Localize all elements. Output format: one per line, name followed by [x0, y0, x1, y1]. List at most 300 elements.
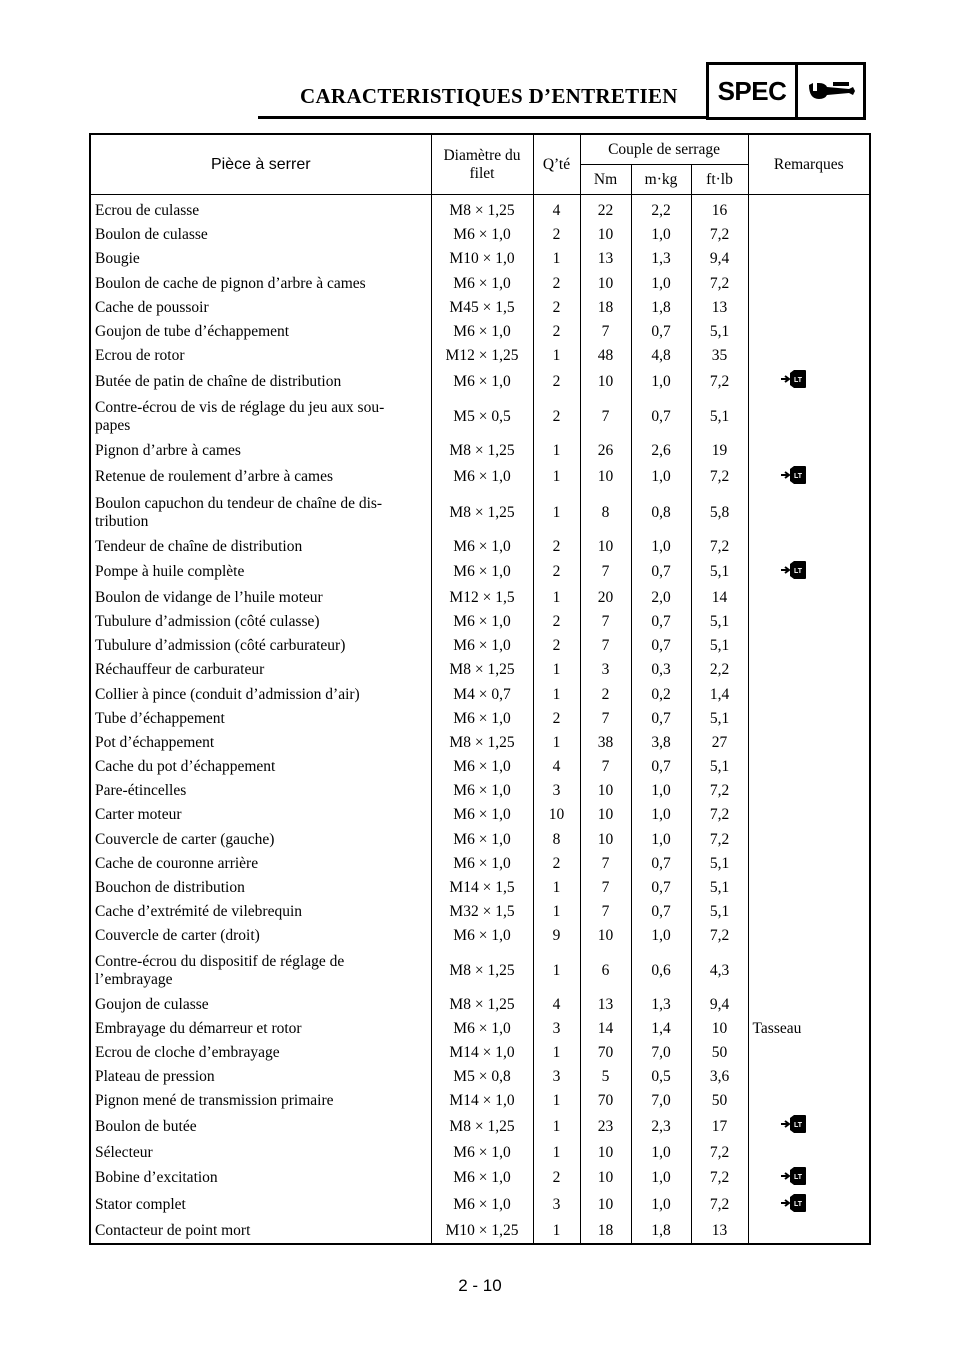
cell-rem [748, 900, 870, 924]
cell-ftlb: 5,1 [691, 634, 748, 658]
cell-piece: Cache de poussoir [90, 296, 431, 320]
cell-ftlb: 7,2 [691, 223, 748, 247]
cell-mkg: 0,2 [631, 682, 691, 706]
cell-piece: Collier à pince (conduit d’admission d’air) [90, 682, 431, 706]
cell-filet: M6 × 1,0 [431, 610, 533, 634]
table-row [90, 852, 870, 876]
cell-piece: Pignon d’arbre à cames [90, 439, 431, 463]
cell-mkg: 1,8 [631, 1219, 691, 1244]
cell-filet: M6 × 1,0 [431, 559, 533, 586]
cell-filet: M6 × 1,0 [431, 272, 533, 296]
cell-mkg: 2,0 [631, 586, 691, 610]
cell-qte: 3 [533, 1192, 580, 1219]
cell-qte: 2 [533, 535, 580, 559]
table-row [90, 223, 870, 247]
cell-piece: Réchauffeur de carburateur [90, 658, 431, 682]
cell-nm: 8 [580, 491, 631, 535]
cell-mkg: 0,7 [631, 634, 691, 658]
cell-filet: M10 × 1,25 [431, 1219, 533, 1244]
col-header-mkg: m·kg [631, 165, 691, 195]
table-row [90, 491, 870, 535]
cell-qte: 1 [533, 658, 580, 682]
table-row [90, 707, 870, 731]
cell-nm: 14 [580, 1017, 631, 1041]
cell-nm: 13 [580, 247, 631, 271]
cell-mkg: 1,0 [631, 1192, 691, 1219]
table-row [90, 682, 870, 706]
table-row [90, 395, 870, 439]
cell-qte: 4 [533, 993, 580, 1017]
cell-filet: M6 × 1,0 [431, 803, 533, 827]
col-header-ftlb: ft·lb [691, 165, 748, 195]
cell-mkg: 0,7 [631, 610, 691, 634]
cell-filet: M5 × 0,8 [431, 1065, 533, 1089]
cell-nm: 26 [580, 439, 631, 463]
cell-mkg: 1,0 [631, 828, 691, 852]
cell-mkg: 1,0 [631, 803, 691, 827]
cell-rem [748, 439, 870, 463]
cell-qte: 4 [533, 195, 580, 224]
col-header-qte: Q’té [533, 134, 580, 195]
cell-nm: 7 [580, 320, 631, 344]
cell-rem [748, 344, 870, 368]
cell-piece: Sélecteur [90, 1140, 431, 1164]
cell-nm: 10 [580, 1192, 631, 1219]
cell-rem [748, 223, 870, 247]
table-row [90, 439, 870, 463]
table-row [90, 344, 870, 368]
table-row [90, 658, 870, 682]
cell-mkg: 1,3 [631, 993, 691, 1017]
table-row [90, 1165, 870, 1192]
cell-rem [748, 1219, 870, 1244]
col-header-piece: Pièce à serrer [90, 134, 431, 195]
cell-filet: M6 × 1,0 [431, 852, 533, 876]
cell-nm: 70 [580, 1041, 631, 1065]
cell-ftlb: 7,2 [691, 779, 748, 803]
table-row [90, 368, 870, 395]
cell-mkg: 2,2 [631, 195, 691, 224]
cell-qte: 1 [533, 344, 580, 368]
cell-ftlb: 9,4 [691, 993, 748, 1017]
cell-filet: M8 × 1,25 [431, 949, 533, 993]
table-row [90, 755, 870, 779]
svg-text:LT: LT [793, 377, 802, 385]
cell-nm: 5 [580, 1065, 631, 1089]
col-header-couple: Couple de serrage [580, 134, 748, 165]
cell-qte: 2 [533, 1165, 580, 1192]
cell-ftlb: 35 [691, 344, 748, 368]
cell-rem [748, 924, 870, 948]
wrench-icon [798, 65, 863, 117]
col-header-diametre: Diamètre du filet [431, 134, 533, 195]
cell-rem [748, 658, 870, 682]
cell-nm: 7 [580, 559, 631, 586]
cell-rem [748, 1165, 870, 1192]
cell-nm: 3 [580, 658, 631, 682]
cell-filet: M12 × 1,25 [431, 344, 533, 368]
cell-rem [748, 195, 870, 224]
cell-qte: 1 [533, 876, 580, 900]
cell-nm: 10 [580, 1165, 631, 1192]
cell-ftlb: 9,4 [691, 247, 748, 271]
cell-filet: M12 × 1,5 [431, 586, 533, 610]
cell-mkg: 0,7 [631, 395, 691, 439]
cell-mkg: 0,7 [631, 755, 691, 779]
cell-ftlb: 5,1 [691, 707, 748, 731]
cell-nm: 10 [580, 924, 631, 948]
cell-piece: Boulon capuchon du tendeur de chaîne de dis- tribution [90, 491, 431, 535]
cell-qte: 1 [533, 586, 580, 610]
cell-piece: Pare-étincelles [90, 779, 431, 803]
cell-mkg: 3,8 [631, 731, 691, 755]
cell-qte: 1 [533, 731, 580, 755]
cell-ftlb: 13 [691, 296, 748, 320]
cell-ftlb: 7,2 [691, 464, 748, 491]
cell-rem [748, 247, 870, 271]
cell-rem [748, 395, 870, 439]
cell-nm: 48 [580, 344, 631, 368]
svg-text:LT: LT [793, 567, 802, 575]
cell-qte: 1 [533, 491, 580, 535]
cell-piece: Embrayage du démarreur et rotor [90, 1017, 431, 1041]
cell-mkg: 0,7 [631, 852, 691, 876]
cell-nm: 7 [580, 610, 631, 634]
table-row [90, 1113, 870, 1140]
cell-ftlb: 4,3 [691, 949, 748, 993]
col-header-remarques: Remarques [748, 134, 870, 195]
cell-qte: 8 [533, 828, 580, 852]
cell-qte: 2 [533, 559, 580, 586]
cell-qte: 2 [533, 368, 580, 395]
cell-filet: M8 × 1,25 [431, 658, 533, 682]
cell-ftlb: 50 [691, 1041, 748, 1065]
cell-nm: 23 [580, 1113, 631, 1140]
table-row [90, 803, 870, 827]
cell-rem [748, 1089, 870, 1113]
cell-filet: M6 × 1,0 [431, 223, 533, 247]
cell-qte: 2 [533, 634, 580, 658]
cell-mkg: 7,0 [631, 1089, 691, 1113]
cell-filet: M45 × 1,5 [431, 296, 533, 320]
cell-piece: Cache de couronne arrière [90, 852, 431, 876]
cell-piece: Tube d’échappement [90, 707, 431, 731]
cell-nm: 10 [580, 828, 631, 852]
cell-filet: M32 × 1,5 [431, 900, 533, 924]
locktite-icon [781, 464, 807, 491]
table-row [90, 1017, 870, 1041]
table-row [90, 924, 870, 948]
page-title: CARACTERISTIQUES D’ENTRETIEN [300, 84, 678, 108]
cell-ftlb: 1,4 [691, 682, 748, 706]
cell-rem [748, 368, 870, 395]
cell-nm: 7 [580, 876, 631, 900]
cell-mkg: 1,0 [631, 223, 691, 247]
cell-nm: 10 [580, 272, 631, 296]
cell-ftlb: 7,2 [691, 1165, 748, 1192]
table-row [90, 586, 870, 610]
cell-rem [748, 993, 870, 1017]
table-row [90, 610, 870, 634]
cell-qte: 2 [533, 223, 580, 247]
cell-ftlb: 3,6 [691, 1065, 748, 1089]
table-row [90, 320, 870, 344]
cell-piece: Bouchon de distribution [90, 876, 431, 900]
cell-rem [748, 634, 870, 658]
cell-filet: M6 × 1,0 [431, 464, 533, 491]
table-row [90, 1065, 870, 1089]
cell-qte: 2 [533, 320, 580, 344]
cell-mkg: 1,0 [631, 464, 691, 491]
table-row [90, 1041, 870, 1065]
locktite-icon [781, 1192, 807, 1219]
table-row [90, 876, 870, 900]
cell-nm: 18 [580, 296, 631, 320]
cell-nm: 7 [580, 707, 631, 731]
cell-ftlb: 7,2 [691, 535, 748, 559]
cell-rem [748, 1041, 870, 1065]
table-body [90, 195, 870, 1244]
cell-rem [748, 1113, 870, 1140]
table-row [90, 993, 870, 1017]
cell-mkg: 0,7 [631, 900, 691, 924]
cell-nm: 10 [580, 368, 631, 395]
cell-rem [748, 1065, 870, 1089]
cell-piece: Goujon de culasse [90, 993, 431, 1017]
cell-nm: 7 [580, 634, 631, 658]
cell-qte: 3 [533, 779, 580, 803]
cell-piece: Bobine d’excitation [90, 1165, 431, 1192]
table-row [90, 247, 870, 271]
cell-rem [748, 296, 870, 320]
cell-mkg: 1,0 [631, 924, 691, 948]
cell-rem [748, 586, 870, 610]
cell-piece: Contre-écrou du dispositif de réglage de l’embrayage [90, 949, 431, 993]
cell-mkg: 0,5 [631, 1065, 691, 1089]
cell-rem: Tasseau [752, 1019, 802, 1037]
cell-filet: M8 × 1,25 [431, 993, 533, 1017]
cell-nm: 13 [580, 993, 631, 1017]
cell-qte: 1 [533, 1113, 580, 1140]
cell-qte: 3 [533, 1065, 580, 1089]
svg-text:LT: LT [793, 1173, 802, 1181]
cell-rem [748, 852, 870, 876]
cell-mkg: 1,3 [631, 247, 691, 271]
cell-qte: 1 [533, 1041, 580, 1065]
cell-qte: 1 [533, 439, 580, 463]
cell-rem [748, 803, 870, 827]
cell-ftlb: 16 [691, 195, 748, 224]
cell-ftlb: 7,2 [691, 828, 748, 852]
cell-piece: Retenue de roulement d’arbre à cames [90, 464, 431, 491]
cell-nm: 18 [580, 1219, 631, 1244]
cell-filet: M6 × 1,0 [431, 779, 533, 803]
cell-rem [748, 779, 870, 803]
cell-qte: 1 [533, 1089, 580, 1113]
cell-filet: M6 × 1,0 [431, 320, 533, 344]
cell-filet: M6 × 1,0 [431, 1140, 533, 1164]
cell-mkg: 1,0 [631, 272, 691, 296]
cell-filet: M6 × 1,0 [431, 924, 533, 948]
cell-rem [748, 876, 870, 900]
cell-piece: Ecrou de cloche d’embrayage [90, 1041, 431, 1065]
cell-filet: M8 × 1,25 [431, 491, 533, 535]
cell-filet: M8 × 1,25 [431, 731, 533, 755]
table-row [90, 535, 870, 559]
table-row [90, 1219, 870, 1244]
locktite-icon [781, 559, 807, 586]
cell-ftlb: 14 [691, 586, 748, 610]
cell-nm: 7 [580, 755, 631, 779]
cell-rem [748, 707, 870, 731]
cell-nm: 10 [580, 1140, 631, 1164]
cell-ftlb: 5,1 [691, 852, 748, 876]
cell-nm: 2 [580, 682, 631, 706]
cell-piece: Contre-écrou de vis de réglage du jeu aux sou- papes [90, 395, 431, 439]
cell-filet: M14 × 1,5 [431, 876, 533, 900]
cell-filet: M6 × 1,0 [431, 368, 533, 395]
cell-piece: Contacteur de point mort [90, 1219, 431, 1244]
cell-qte: 2 [533, 707, 580, 731]
cell-mkg: 1,0 [631, 1140, 691, 1164]
cell-qte: 1 [533, 682, 580, 706]
cell-filet: M5 × 0,5 [431, 395, 533, 439]
cell-rem [748, 535, 870, 559]
cell-filet: M8 × 1,25 [431, 1113, 533, 1140]
cell-piece: Boulon de vidange de l’huile moteur [90, 586, 431, 610]
cell-piece: Tubulure d’admission (côté culasse) [90, 610, 431, 634]
cell-mkg: 7,0 [631, 1041, 691, 1065]
cell-piece: Boulon de butée [90, 1113, 431, 1140]
cell-mkg: 1,8 [631, 296, 691, 320]
cell-filet: M6 × 1,0 [431, 1192, 533, 1219]
cell-qte: 2 [533, 272, 580, 296]
cell-filet: M6 × 1,0 [431, 1165, 533, 1192]
svg-text:LT: LT [793, 472, 802, 480]
cell-ftlb: 5,1 [691, 900, 748, 924]
page-number: 2 - 10 [458, 1276, 502, 1295]
cell-filet: M6 × 1,0 [431, 634, 533, 658]
cell-rem [748, 610, 870, 634]
cell-piece: Boulon de culasse [90, 223, 431, 247]
cell-mkg: 1,4 [631, 1017, 691, 1041]
cell-filet: M14 × 1,0 [431, 1041, 533, 1065]
cell-qte: 4 [533, 755, 580, 779]
cell-rem [748, 1140, 870, 1164]
cell-filet: M6 × 1,0 [431, 1017, 533, 1041]
cell-filet: M4 × 0,7 [431, 682, 533, 706]
cell-nm: 70 [580, 1089, 631, 1113]
locktite-icon [781, 368, 807, 395]
cell-piece: Pignon mené de transmission primaire [90, 1089, 431, 1113]
cell-ftlb: 5,1 [691, 395, 748, 439]
cell-nm: 10 [580, 464, 631, 491]
cell-qte: 1 [533, 900, 580, 924]
table-row [90, 296, 870, 320]
table-row [90, 559, 870, 586]
table-row [90, 464, 870, 491]
cell-ftlb: 13 [691, 1219, 748, 1244]
cell-ftlb: 19 [691, 439, 748, 463]
cell-mkg: 0,7 [631, 559, 691, 586]
cell-nm: 10 [580, 803, 631, 827]
table-row [90, 1140, 870, 1164]
cell-nm: 7 [580, 852, 631, 876]
cell-piece: Tubulure d’admission (côté carburateur) [90, 634, 431, 658]
cell-rem [748, 755, 870, 779]
cell-ftlb: 5,1 [691, 610, 748, 634]
cell-nm: 20 [580, 586, 631, 610]
cell-ftlb: 7,2 [691, 1192, 748, 1219]
table-row [90, 634, 870, 658]
cell-filet: M6 × 1,0 [431, 535, 533, 559]
cell-piece: Ecrou de rotor [90, 344, 431, 368]
cell-mkg: 1,0 [631, 1165, 691, 1192]
cell-ftlb: 7,2 [691, 803, 748, 827]
cell-ftlb: 5,1 [691, 876, 748, 900]
cell-qte: 1 [533, 464, 580, 491]
svg-text:LT: LT [793, 1122, 802, 1130]
table-row [90, 1089, 870, 1113]
cell-piece: Stator complet [90, 1192, 431, 1219]
cell-nm: 7 [580, 900, 631, 924]
cell-mkg: 0,8 [631, 491, 691, 535]
spec-label: SPEC [709, 65, 798, 117]
table-row [90, 1192, 870, 1219]
table-row [90, 828, 870, 852]
cell-nm: 22 [580, 195, 631, 224]
cell-mkg: 0,7 [631, 320, 691, 344]
cell-mkg: 1,0 [631, 779, 691, 803]
cell-rem [748, 464, 870, 491]
cell-ftlb: 2,2 [691, 658, 748, 682]
cell-piece: Couvercle de carter (gauche) [90, 828, 431, 852]
table-row [90, 731, 870, 755]
cell-rem [748, 731, 870, 755]
cell-qte: 3 [533, 1017, 580, 1041]
cell-nm: 6 [580, 949, 631, 993]
cell-piece: Bougie [90, 247, 431, 271]
table-row [90, 900, 870, 924]
cell-rem [748, 682, 870, 706]
cell-filet: M6 × 1,0 [431, 707, 533, 731]
table-row [90, 272, 870, 296]
page-header [0, 0, 960, 130]
cell-qte: 1 [533, 1219, 580, 1244]
torque-table [89, 133, 871, 1245]
cell-filet: M6 × 1,0 [431, 755, 533, 779]
cell-piece: Boulon de cache de pignon d’arbre à cames [90, 272, 431, 296]
cell-qte: 2 [533, 395, 580, 439]
table-row [90, 195, 870, 224]
cell-mkg: 1,0 [631, 368, 691, 395]
cell-piece: Cache d’extrémité de vilebrequin [90, 900, 431, 924]
cell-ftlb: 27 [691, 731, 748, 755]
cell-ftlb: 7,2 [691, 272, 748, 296]
cell-piece: Plateau de pression [90, 1065, 431, 1089]
cell-qte: 10 [533, 803, 580, 827]
table-row [90, 779, 870, 803]
cell-rem [748, 320, 870, 344]
title-underline [258, 116, 706, 119]
cell-mkg: 0,7 [631, 707, 691, 731]
cell-ftlb: 50 [691, 1089, 748, 1113]
cell-ftlb: 5,8 [691, 491, 748, 535]
cell-ftlb: 7,2 [691, 924, 748, 948]
cell-qte: 2 [533, 852, 580, 876]
cell-qte: 9 [533, 924, 580, 948]
cell-piece: Goujon de tube d’échappement [90, 320, 431, 344]
